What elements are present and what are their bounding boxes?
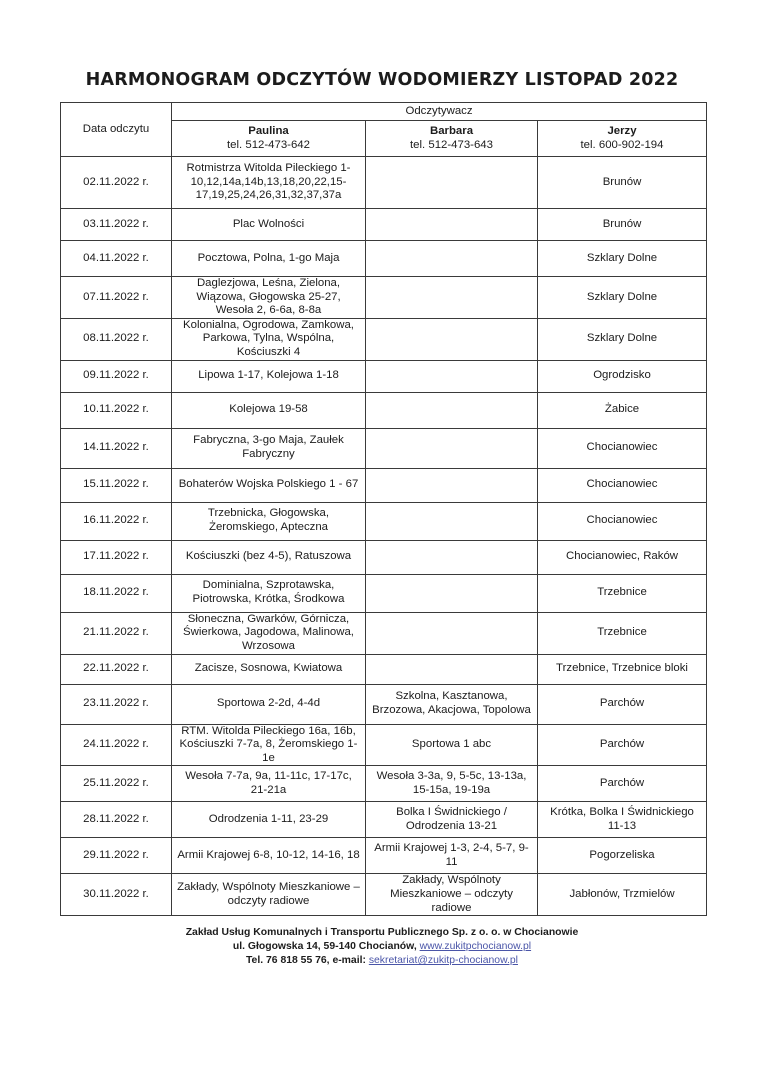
- barbara-cell: Armii Krajowej 1-3, 2-4, 5-7, 9-11: [366, 838, 538, 874]
- barbara-cell: [366, 654, 538, 684]
- date-cell: 25.11.2022 r.: [61, 766, 172, 802]
- date-cell: 29.11.2022 r.: [61, 838, 172, 874]
- paulina-cell: Rotmistrza Witolda Pileckiego 1-10,12,14a,14b,13,18,20,22,15-17,19,25,24,26,31,32,37,37a: [172, 157, 366, 209]
- jerzy-cell: Chocianowiec: [538, 468, 707, 502]
- schedule-table: [60, 102, 707, 916]
- email-link[interactable]: sekretariat@zukitp-chocianow.pl: [368, 955, 518, 966]
- jerzy-cell: Chocianowiec, Raków: [538, 540, 707, 574]
- date-cell: 14.11.2022 r.: [61, 428, 172, 468]
- jerzy-cell: Chocianowiec: [538, 502, 707, 540]
- date-cell: 21.11.2022 r.: [61, 612, 172, 654]
- table-row: [61, 157, 707, 209]
- date-cell: 15.11.2022 r.: [61, 468, 172, 502]
- paulina-cell: Plac Wolności: [172, 209, 366, 241]
- paulina-cell: RTM. Witolda Pileckiego 16a, 16b, Kościuszki 7-7a, 8, Żeromskiego 1-1e: [172, 724, 366, 766]
- table-row: [61, 684, 707, 724]
- paulina-cell: Zakłady, Wspólnoty Mieszkaniowe – odczyty radiowe: [172, 874, 366, 916]
- reader-phone: tel. 512-473-642: [227, 138, 310, 151]
- jerzy-cell: Parchów: [538, 766, 707, 802]
- header-date: Data odczytu: [61, 103, 172, 157]
- date-cell: 18.11.2022 r.: [61, 574, 172, 612]
- reader-phone: tel. 512-473-643: [410, 138, 493, 151]
- barbara-cell: [366, 318, 538, 360]
- paulina-cell: Dominialna, Szprotawska, Piotrowska, Krótka, Środkowa: [172, 574, 366, 612]
- barbara-cell: [366, 157, 538, 209]
- paulina-cell: Zacisze, Sosnowa, Kwiatowa: [172, 654, 366, 684]
- paulina-cell: Fabryczna, 3-go Maja, Zaułek Fabryczny: [172, 428, 366, 468]
- table-row: [61, 874, 707, 916]
- table-row: [61, 540, 707, 574]
- jerzy-cell: Krótka, Bolka I Świdnickiego 11-13: [538, 802, 707, 838]
- barbara-cell: [366, 540, 538, 574]
- barbara-cell: [366, 277, 538, 319]
- jerzy-cell: Trzebnice, Trzebnice bloki: [538, 654, 707, 684]
- date-cell: 28.11.2022 r.: [61, 802, 172, 838]
- barbara-cell: [366, 468, 538, 502]
- date-cell: 17.11.2022 r.: [61, 540, 172, 574]
- footer-address-text: ul. Głogowska 14, 59-140 Chocianów,: [232, 941, 420, 952]
- paulina-cell: Kolonialna, Ogrodowa, Zamkowa, Parkowa, Tylna, Wspólna, Kościuszki 4: [172, 318, 366, 360]
- header-reader-jerzy: [538, 121, 707, 157]
- reader-phone: tel. 600-902-194: [580, 138, 664, 151]
- jerzy-cell: Żabice: [538, 392, 707, 428]
- footer-address: [0, 940, 764, 954]
- jerzy-cell: Brunów: [538, 157, 707, 209]
- date-cell: 16.11.2022 r.: [61, 502, 172, 540]
- table-row: [61, 654, 707, 684]
- jerzy-cell: Chocianowiec: [538, 428, 707, 468]
- paulina-cell: Sportowa 2-2d, 4-4d: [172, 684, 366, 724]
- jerzy-cell: Brunów: [538, 209, 707, 241]
- barbara-cell: Szkolna, Kasztanowa, Brzozowa, Akacjowa, Topolowa: [366, 684, 538, 724]
- paulina-cell: Kolejowa 19-58: [172, 392, 366, 428]
- paulina-cell: Słoneczna, Gwarków, Górnicza, Świerkowa, Jagodowa, Malinowa, Wrzosowa: [172, 612, 366, 654]
- header-reader-barbara: [366, 121, 538, 157]
- table-row: [61, 392, 707, 428]
- date-cell: 23.11.2022 r.: [61, 684, 172, 724]
- barbara-cell: [366, 241, 538, 277]
- jerzy-cell: Szklary Dolne: [538, 241, 707, 277]
- paulina-cell: Kościuszki (bez 4-5), Ratuszowa: [172, 540, 366, 574]
- date-cell: 30.11.2022 r.: [61, 874, 172, 916]
- table-row: [61, 360, 707, 392]
- barbara-cell: [366, 209, 538, 241]
- table-row: [61, 428, 707, 468]
- header-readers-group: Odczytywacz: [172, 103, 707, 121]
- table-row: [61, 802, 707, 838]
- footer-company: Zakład Usług Komunalnych i Transportu Publicznego Sp. z o. o. w Chocianowie: [185, 927, 579, 938]
- document-title: HARMONOGRAM ODCZYTÓW WODOMIERZY LISTOPAD 2022: [85, 70, 679, 90]
- footer-contact: [0, 954, 764, 968]
- website-link[interactable]: www.zukitpchocianow.pl: [419, 941, 532, 952]
- date-cell: 10.11.2022 r.: [61, 392, 172, 428]
- table-row: [61, 838, 707, 874]
- barbara-cell: Wesoła 3-3a, 9, 5-5c, 13-13a, 15-15a, 19-19a: [366, 766, 538, 802]
- jerzy-cell: Szklary Dolne: [538, 277, 707, 319]
- table-row: [61, 277, 707, 319]
- barbara-cell: [366, 428, 538, 468]
- paulina-cell: Odrodzenia 1-11, 23-29: [172, 802, 366, 838]
- barbara-cell: [366, 612, 538, 654]
- date-cell: 03.11.2022 r.: [61, 209, 172, 241]
- reader-name: Barbara: [429, 124, 474, 137]
- table-row: [61, 766, 707, 802]
- paulina-cell: Pocztowa, Polna, 1-go Maja: [172, 241, 366, 277]
- jerzy-cell: Parchów: [538, 684, 707, 724]
- header-row-top: [61, 103, 707, 121]
- table-row: [61, 502, 707, 540]
- paulina-cell: Trzebnicka, Głogowska, Żeromskiego, Apteczna: [172, 502, 366, 540]
- reader-name: Jerzy: [607, 124, 637, 137]
- paulina-cell: Lipowa 1-17, Kolejowa 1-18: [172, 360, 366, 392]
- barbara-cell: [366, 574, 538, 612]
- barbara-cell: [366, 502, 538, 540]
- jerzy-cell: Parchów: [538, 724, 707, 766]
- jerzy-cell: Trzebnice: [538, 612, 707, 654]
- jerzy-cell: Ogrodzisko: [538, 360, 707, 392]
- table-row: [61, 318, 707, 360]
- paulina-cell: Bohaterów Wojska Polskiego 1 - 67: [172, 468, 366, 502]
- date-cell: 08.11.2022 r.: [61, 318, 172, 360]
- table-row: [61, 468, 707, 502]
- barbara-cell: [366, 360, 538, 392]
- date-cell: 04.11.2022 r.: [61, 241, 172, 277]
- date-cell: 09.11.2022 r.: [61, 360, 172, 392]
- date-cell: 07.11.2022 r.: [61, 277, 172, 319]
- table-row: [61, 574, 707, 612]
- date-cell: 24.11.2022 r.: [61, 724, 172, 766]
- paulina-cell: Armii Krajowej 6-8, 10-12, 14-16, 18: [172, 838, 366, 874]
- reader-name: Paulina: [248, 124, 289, 137]
- header-reader-paulina: [172, 121, 366, 157]
- jerzy-cell: Jabłonów, Trzmielów: [538, 874, 707, 916]
- footer: [0, 926, 764, 968]
- table-row: [61, 209, 707, 241]
- barbara-cell: Zakłady, Wspólnoty Mieszkaniowe – odczyty radiowe: [366, 874, 538, 916]
- barbara-cell: [366, 392, 538, 428]
- table-row: [61, 724, 707, 766]
- jerzy-cell: Pogorzeliska: [538, 838, 707, 874]
- table-row: [61, 612, 707, 654]
- date-cell: 02.11.2022 r.: [61, 157, 172, 209]
- barbara-cell: Sportowa 1 abc: [366, 724, 538, 766]
- date-cell: 22.11.2022 r.: [61, 654, 172, 684]
- footer-phone-text: Tel. 76 818 55 76, e-mail:: [245, 955, 369, 966]
- table-row: [61, 241, 707, 277]
- jerzy-cell: Trzebnice: [538, 574, 707, 612]
- paulina-cell: Daglezjowa, Leśna, Zielona, Wiązowa, Głogowska 25-27, Wesoła 2, 6-6a, 8-8a: [172, 277, 366, 319]
- paulina-cell: Wesoła 7-7a, 9a, 11-11c, 17-17c, 21-21a: [172, 766, 366, 802]
- jerzy-cell: Szklary Dolne: [538, 318, 707, 360]
- barbara-cell: Bolka I Świdnickiego / Odrodzenia 13-21: [366, 802, 538, 838]
